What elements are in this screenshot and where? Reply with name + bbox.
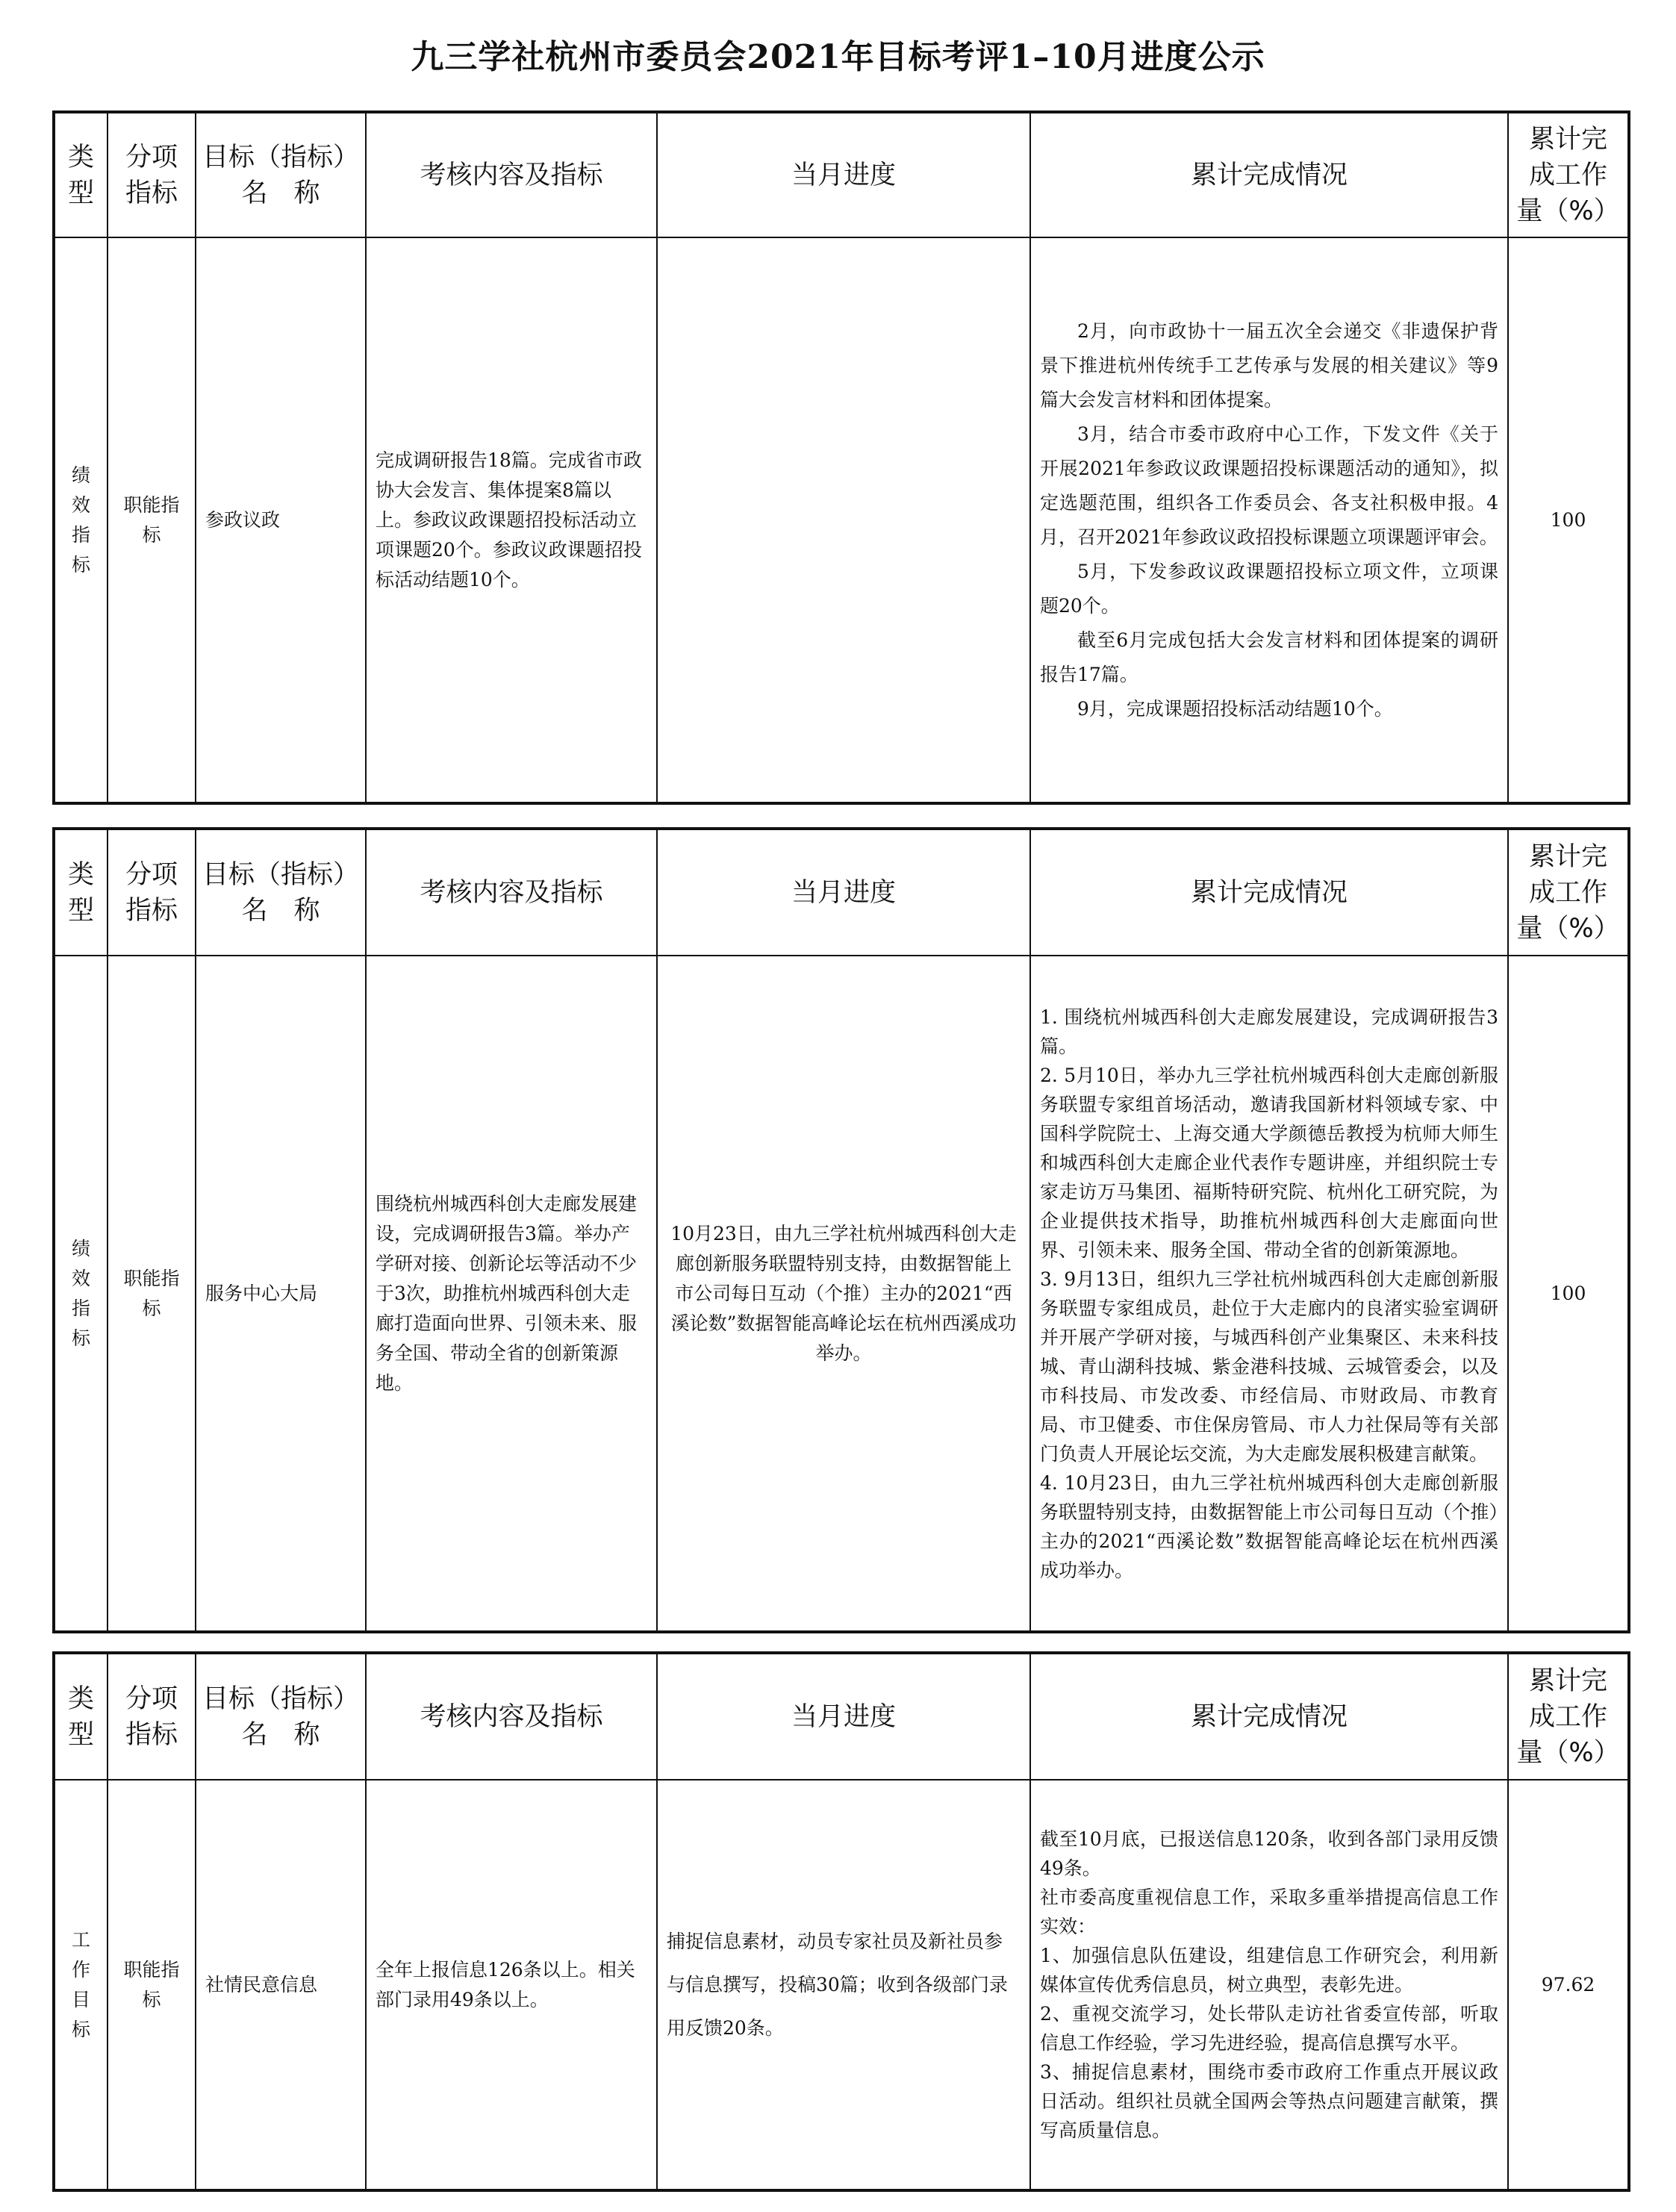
header-completion-pct: 累计完 成工作 量（%） [1508,112,1629,237]
assessment-table-2 [52,827,1630,1633]
cumulative-paragraph: 3月，结合市委市政府中心工作，下发文件《关于开展2021年参政议政课题招投标课题活动的通知》，拟定选题范围，组织各工作委员会、各支社积极申报。4月，召开2021年参政议政招投标课题立项课题评审会。 [1040,423,1498,548]
header-sub-indicator: 分项 指标 [108,1653,196,1780]
cell-sub-indicator: 职能指 标 [108,237,196,803]
cell-content: 全年上报信息126条以上。相关部门录用49条以上。 [366,1780,657,2190]
table-row [54,237,1629,803]
cell-content: 围绕杭州城西科创大走廊发展建设，完成调研报告3篇。举办产学研对接、创新论坛等活动不少于3次，助推杭州城西科创大走廊打造面向世界、引领未来、服务全国、带动全省的创新策源地。 [366,956,657,1632]
cell-completion-pct: 100 [1508,237,1629,803]
header-content: 考核内容及指标 [366,829,657,956]
cumulative-paragraph: 5月，下发参政议政课题招投标立项文件，立项课题20个。 [1040,560,1498,617]
cell-goal-name: 社情民意信息 [196,1780,366,2190]
header-sub-indicator: 分项 指标 [108,112,196,237]
header-goal-name: 目标（指标） 名 称 [196,1653,366,1780]
cumulative-item: 2、重视交流学习，处长带队走访社省委宣传部，听取信息工作经验，学习先进经验，提高信息撰写水平。 [1040,2003,1498,2054]
header-content: 考核内容及指标 [366,112,657,237]
cell-month-progress [657,237,1030,803]
cell-month-progress: 捕捉信息素材，动员专家社员及新社员参与信息撰写，投稿30篇；收到各级部门录用反馈20条。 [657,1780,1030,2190]
assessment-table-3 [52,1651,1630,2192]
table-row [54,1780,1629,2190]
cell-type: 绩 效 指 标 [54,237,108,803]
cell-goal-name: 参政议政 [196,237,366,803]
header-completion-pct: 累计完 成工作 量（%） [1508,1653,1629,1780]
header-cumulative: 累计完成情况 [1030,112,1508,237]
table-header-row [54,112,1629,237]
header-month-progress: 当月进度 [657,829,1030,956]
table-header-row [54,829,1629,956]
cell-sub-indicator: 职能指 标 [108,956,196,1632]
header-type: 类 型 [54,1653,108,1780]
cumulative-item: 4. 10月23日，由九三学社杭州城西科创大走廊创新服务联盟特别支持，由数据智能上市公司每日互动（个推）主办的2021“西溪论数”数据智能高峰论坛在杭州西溪成功举办。 [1040,1471,1498,1581]
cumulative-paragraph: 9月，完成课题招投标活动结题10个。 [1077,697,1393,720]
header-type: 类 型 [54,829,108,956]
cumulative-item: 3、捕捉信息素材，围绕市委市政府工作重点开展议政日活动。组织社员就全国两会等热点问题建言献策，撰写高质量信息。 [1040,2061,1498,2141]
table-row [54,956,1629,1632]
cumulative-item: 1. 围绕杭州城西科创大走廊发展建设，完成调研报告3篇。 [1040,1006,1498,1057]
page-title: 九三学社杭州市委员会2021年目标考评1–10月进度公示 [411,38,1265,76]
cumulative-item: 截至10月底，已报送信息120条，收到各部门录用反馈49条。 [1040,1828,1498,1879]
header-type: 类 型 [54,112,108,237]
header-goal-name: 目标（指标） 名 称 [196,829,366,956]
cumulative-item: 3. 9月13日，组织九三学社杭州城西科创大走廊创新服务联盟专家组成员，赴位于大走廊内的良渚实验室调研并开展产学研对接，与城西科创产业集聚区、未来科技城、青山湖科技城、紫金港科技城、云城管委会，以及市科技局、市发改委、市经信局、市财政局、市教育局、市卫健委、市住保房管局、市人力社保局等有关部门负责人开展论坛交流，为大走廊发展积极建言献策。 [1040,1268,1498,1465]
cumulative-item: 社市委高度重视信息工作，采取多重举措提高信息工作实效： [1040,1887,1498,1937]
header-month-progress: 当月进度 [657,1653,1030,1780]
cell-cumulative [1030,1780,1508,2190]
cell-cumulative [1030,956,1508,1632]
cumulative-paragraph: 2月，向市政协十一届五次全会递交《非遗保护背景下推进杭州传统手工艺传承与发展的相关建议》等9篇大会发言材料和团体提案。 [1040,320,1498,411]
header-sub-indicator: 分项 指标 [108,829,196,956]
cumulative-item: 2. 5月10日，举办九三学社杭州城西科创大走廊创新服务联盟专家组首场活动，邀请我国新材料领域专家、中国科学院院士、上海交通大学颜德岳教授为杭师大师生和城西科创大走廊企业代表作专题讲座，并组织院士专家走访万马集团、福斯特研究院、杭州化工研究院，为企业提供技术指导，助推杭州城西科创大走廊面向世界、引领未来、服务全国、带动全省的创新策源地。 [1040,1064,1498,1261]
header-cumulative: 累计完成情况 [1030,829,1508,956]
cell-completion-pct: 97.62 [1508,1780,1629,2190]
cell-goal-name: 服务中心大局 [196,956,366,1632]
cell-sub-indicator: 职能指 标 [108,1780,196,2190]
header-month-progress: 当月进度 [657,112,1030,237]
cell-month-progress: 10月23日，由九三学社杭州城西科创大走廊创新服务联盟特别支持，由数据智能上市公司每日互动（个推）主办的2021“西溪论数”数据智能高峰论坛在杭州西溪成功举办。 [657,956,1030,1632]
header-goal-name: 目标（指标） 名 称 [196,112,366,237]
header-cumulative: 累计完成情况 [1030,1653,1508,1780]
cumulative-paragraph: 截至6月完成包括大会发言材料和团体提案的调研报告17篇。 [1040,629,1498,685]
cell-type: 工 作 目 标 [54,1780,108,2190]
assessment-table-1 [52,110,1630,805]
cell-cumulative [1030,237,1508,803]
cell-completion-pct: 100 [1508,956,1629,1632]
header-completion-pct: 累计完 成工作 量（%） [1508,829,1629,956]
cumulative-item: 1、加强信息队伍建设，组建信息工作研究会，利用新媒体宣传优秀信息员，树立典型，表彰先进。 [1040,1945,1498,1996]
cell-type: 绩 效 指 标 [54,956,108,1632]
header-content: 考核内容及指标 [366,1653,657,1780]
table-header-row [54,1653,1629,1780]
cell-content: 完成调研报告18篇。完成省市政协大会发言、集体提案8篇以上。参政议政课题招投标活动立项课题20个。参政议政课题招投标活动结题10个。 [366,237,657,803]
